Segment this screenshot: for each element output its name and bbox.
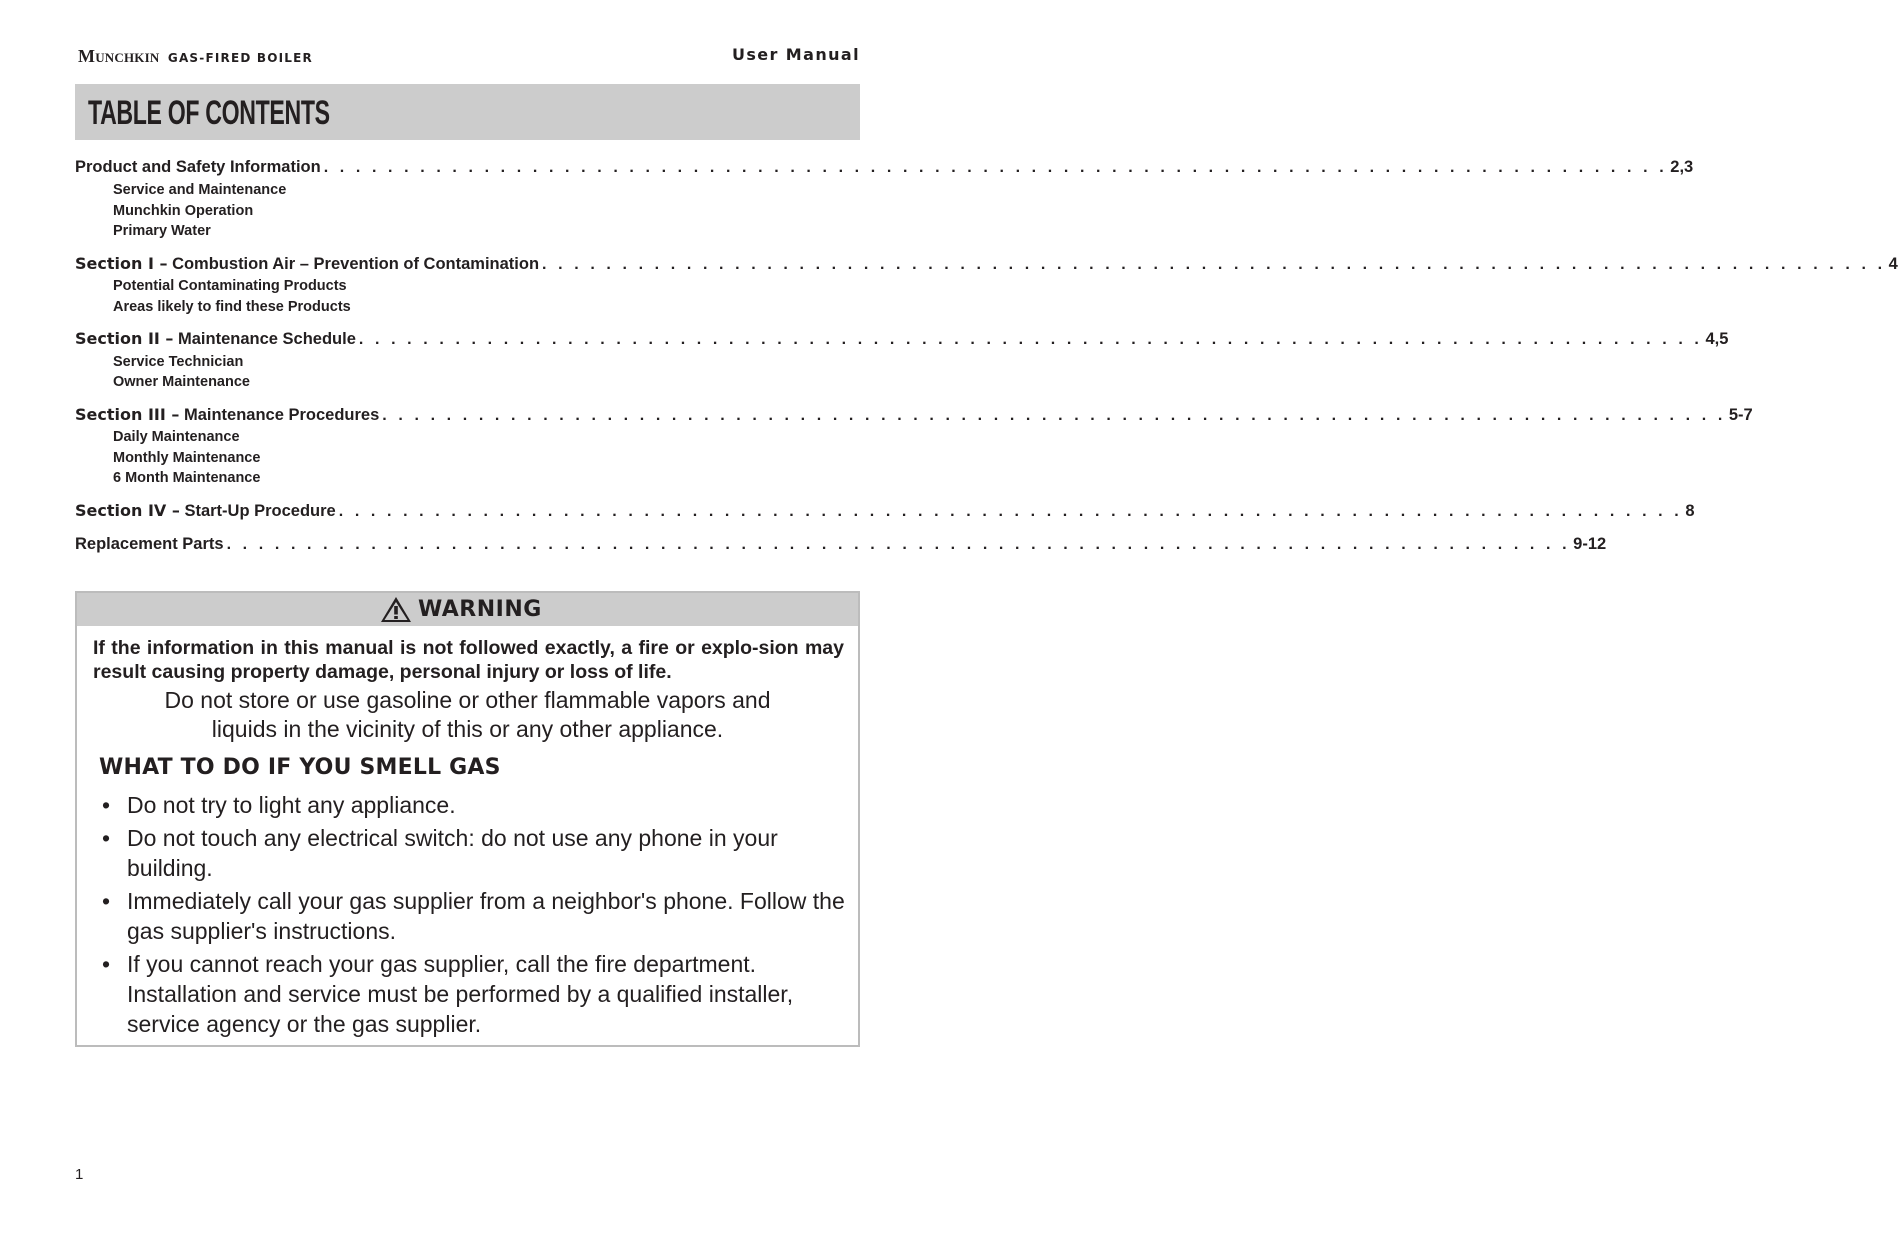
toc-subentry: Potential Contaminating Products [113, 278, 347, 294]
toc-entry-section-3[interactable] [75, 405, 1753, 427]
warning-triangle-icon [380, 596, 412, 623]
toc-subentry: Monthly Maintenance [113, 450, 261, 466]
toc-leader-dots: . . . . . . . . . . . . . . . . . . . . . . . . . . . . . . . . . . . . . . . . . . . . . . . . . . . . . . . . . . . . . . . . . . . . . . . . . . . . . . . . . . . . [542, 256, 1886, 273]
list-item: • If you cannot reach your gas supplier, call the fire department. Installation and service must be performed by a qualified installer, service agency or the gas supplier. [97, 949, 857, 1039]
toc-leader-dots: . . . . . . . . . . . . . . . . . . . . . . . . . . . . . . . . . . . . . . . . . . . . . . . . . . . . . . . . . . . . . . . . . . . . . . . . . . . . . . . . . . . . [323, 159, 1668, 176]
flammable-line-2: liquids in the vicinity of this or any other appliance. [211, 716, 724, 742]
toc-entry-page: 5-7 [1728, 406, 1753, 424]
toc-leader-dots: . . . . . . . . . . . . . . . . . . . . . . . . . . . . . . . . . . . . . . . . . . . . . . . . . . . . . . . . . . . . . . . . . . . . . . . . . . . . . . . . . . . . [382, 407, 1726, 424]
flammable-line-1: Do not store or use gasoline or other flammable vapors and [164, 687, 771, 713]
brand-logo [78, 46, 313, 67]
toc-subentry: Service Technician [113, 354, 244, 370]
toc-entry-section-1[interactable] [75, 254, 1898, 276]
toc-subentry: Service and Maintenance [113, 182, 287, 198]
toc-subentry: Munchkin Operation [113, 203, 254, 219]
toc-subentry: Daily Maintenance [113, 429, 240, 445]
list-item: • Immediately call your gas supplier from a neighbor's phone. Follow the gas supplier's instructions. [97, 886, 857, 946]
list-item: • Do not touch any electrical switch: do not use any phone in your building. [97, 823, 857, 883]
toc-entry-page: 4,5 [1705, 330, 1729, 348]
manual-title: User Manual [731, 45, 860, 64]
toc-entry-section-2[interactable] [75, 329, 1729, 351]
list-item: • Do not try to light any appliance. [97, 790, 857, 820]
toc-section-prefix: Section III – [75, 405, 180, 424]
toc-entry-page: 9-12 [1573, 535, 1607, 553]
smell-gas-heading: WHAT TO DO IF YOU SMELL GAS [99, 755, 501, 780]
warning-fire-notice: If the information in this manual is not followed exactly, a fire or explo-sion may result causing property damage, personal injury or loss of life. [93, 637, 844, 683]
toc-entry-page: 2,3 [1670, 158, 1694, 176]
toc-section-prefix: Section II – [75, 329, 174, 348]
toc-entry-section-4[interactable] [75, 501, 1695, 523]
toc-entry-label: Replacement Parts [75, 535, 224, 553]
smell-gas-instructions [97, 790, 857, 1042]
toc-leader-dots: . . . . . . . . . . . . . . . . . . . . . . . . . . . . . . . . . . . . . . . . . . . . . . . . . . . . . . . . . . . . . . . . . . . . . . . . . . . . . . . . . . . . [338, 503, 1683, 520]
toc-entry-replacement-parts[interactable] [75, 535, 1607, 557]
toc-entry-product-safety[interactable] [75, 158, 1694, 180]
flammable-vapors-notice [77, 686, 858, 744]
toc-entry-label: Start-Up Procedure [184, 502, 336, 520]
toc-subentry: Primary Water [113, 223, 211, 239]
toc-entry-label: Maintenance Schedule [178, 330, 356, 348]
warning-header [77, 593, 858, 626]
toc-banner [75, 84, 860, 140]
toc-entry-label: Maintenance Procedures [183, 406, 380, 424]
brand-name: Munchkin [78, 46, 160, 66]
toc-entry-page: 4 [1888, 255, 1898, 273]
product-name: GAS-FIRED BOILER [167, 51, 313, 65]
toc-section-prefix: Section I – [75, 254, 168, 273]
toc-subentry: 6 Month Maintenance [113, 470, 261, 486]
toc-subentry: Owner Maintenance [113, 374, 250, 390]
toc-leader-dots: . . . . . . . . . . . . . . . . . . . . . . . . . . . . . . . . . . . . . . . . . . . . . . . . . . . . . . . . . . . . . . . . . . . . . . . . . . . . . . . . . . . . [226, 536, 1571, 553]
toc-entry-label: Product and Safety Information [75, 158, 321, 176]
toc-subentry: Areas likely to find these Products [113, 299, 351, 315]
toc-entry-label: Combustion Air – Prevention of Contamination [172, 255, 540, 273]
toc-entry-page: 8 [1685, 502, 1695, 520]
toc-leader-dots: . . . . . . . . . . . . . . . . . . . . . . . . . . . . . . . . . . . . . . . . . . . . . . . . . . . . . . . . . . . . . . . . . . . . . . . . . . . . . . . . . . . . [358, 331, 1703, 348]
page-number: 1 [75, 1166, 84, 1183]
warning-box [75, 591, 860, 1047]
toc-title: TABLE OF CONTENTS [88, 94, 330, 132]
warning-title: WARNING [418, 597, 542, 622]
toc-section-prefix: Section IV – [75, 501, 180, 520]
page-header [76, 44, 860, 68]
